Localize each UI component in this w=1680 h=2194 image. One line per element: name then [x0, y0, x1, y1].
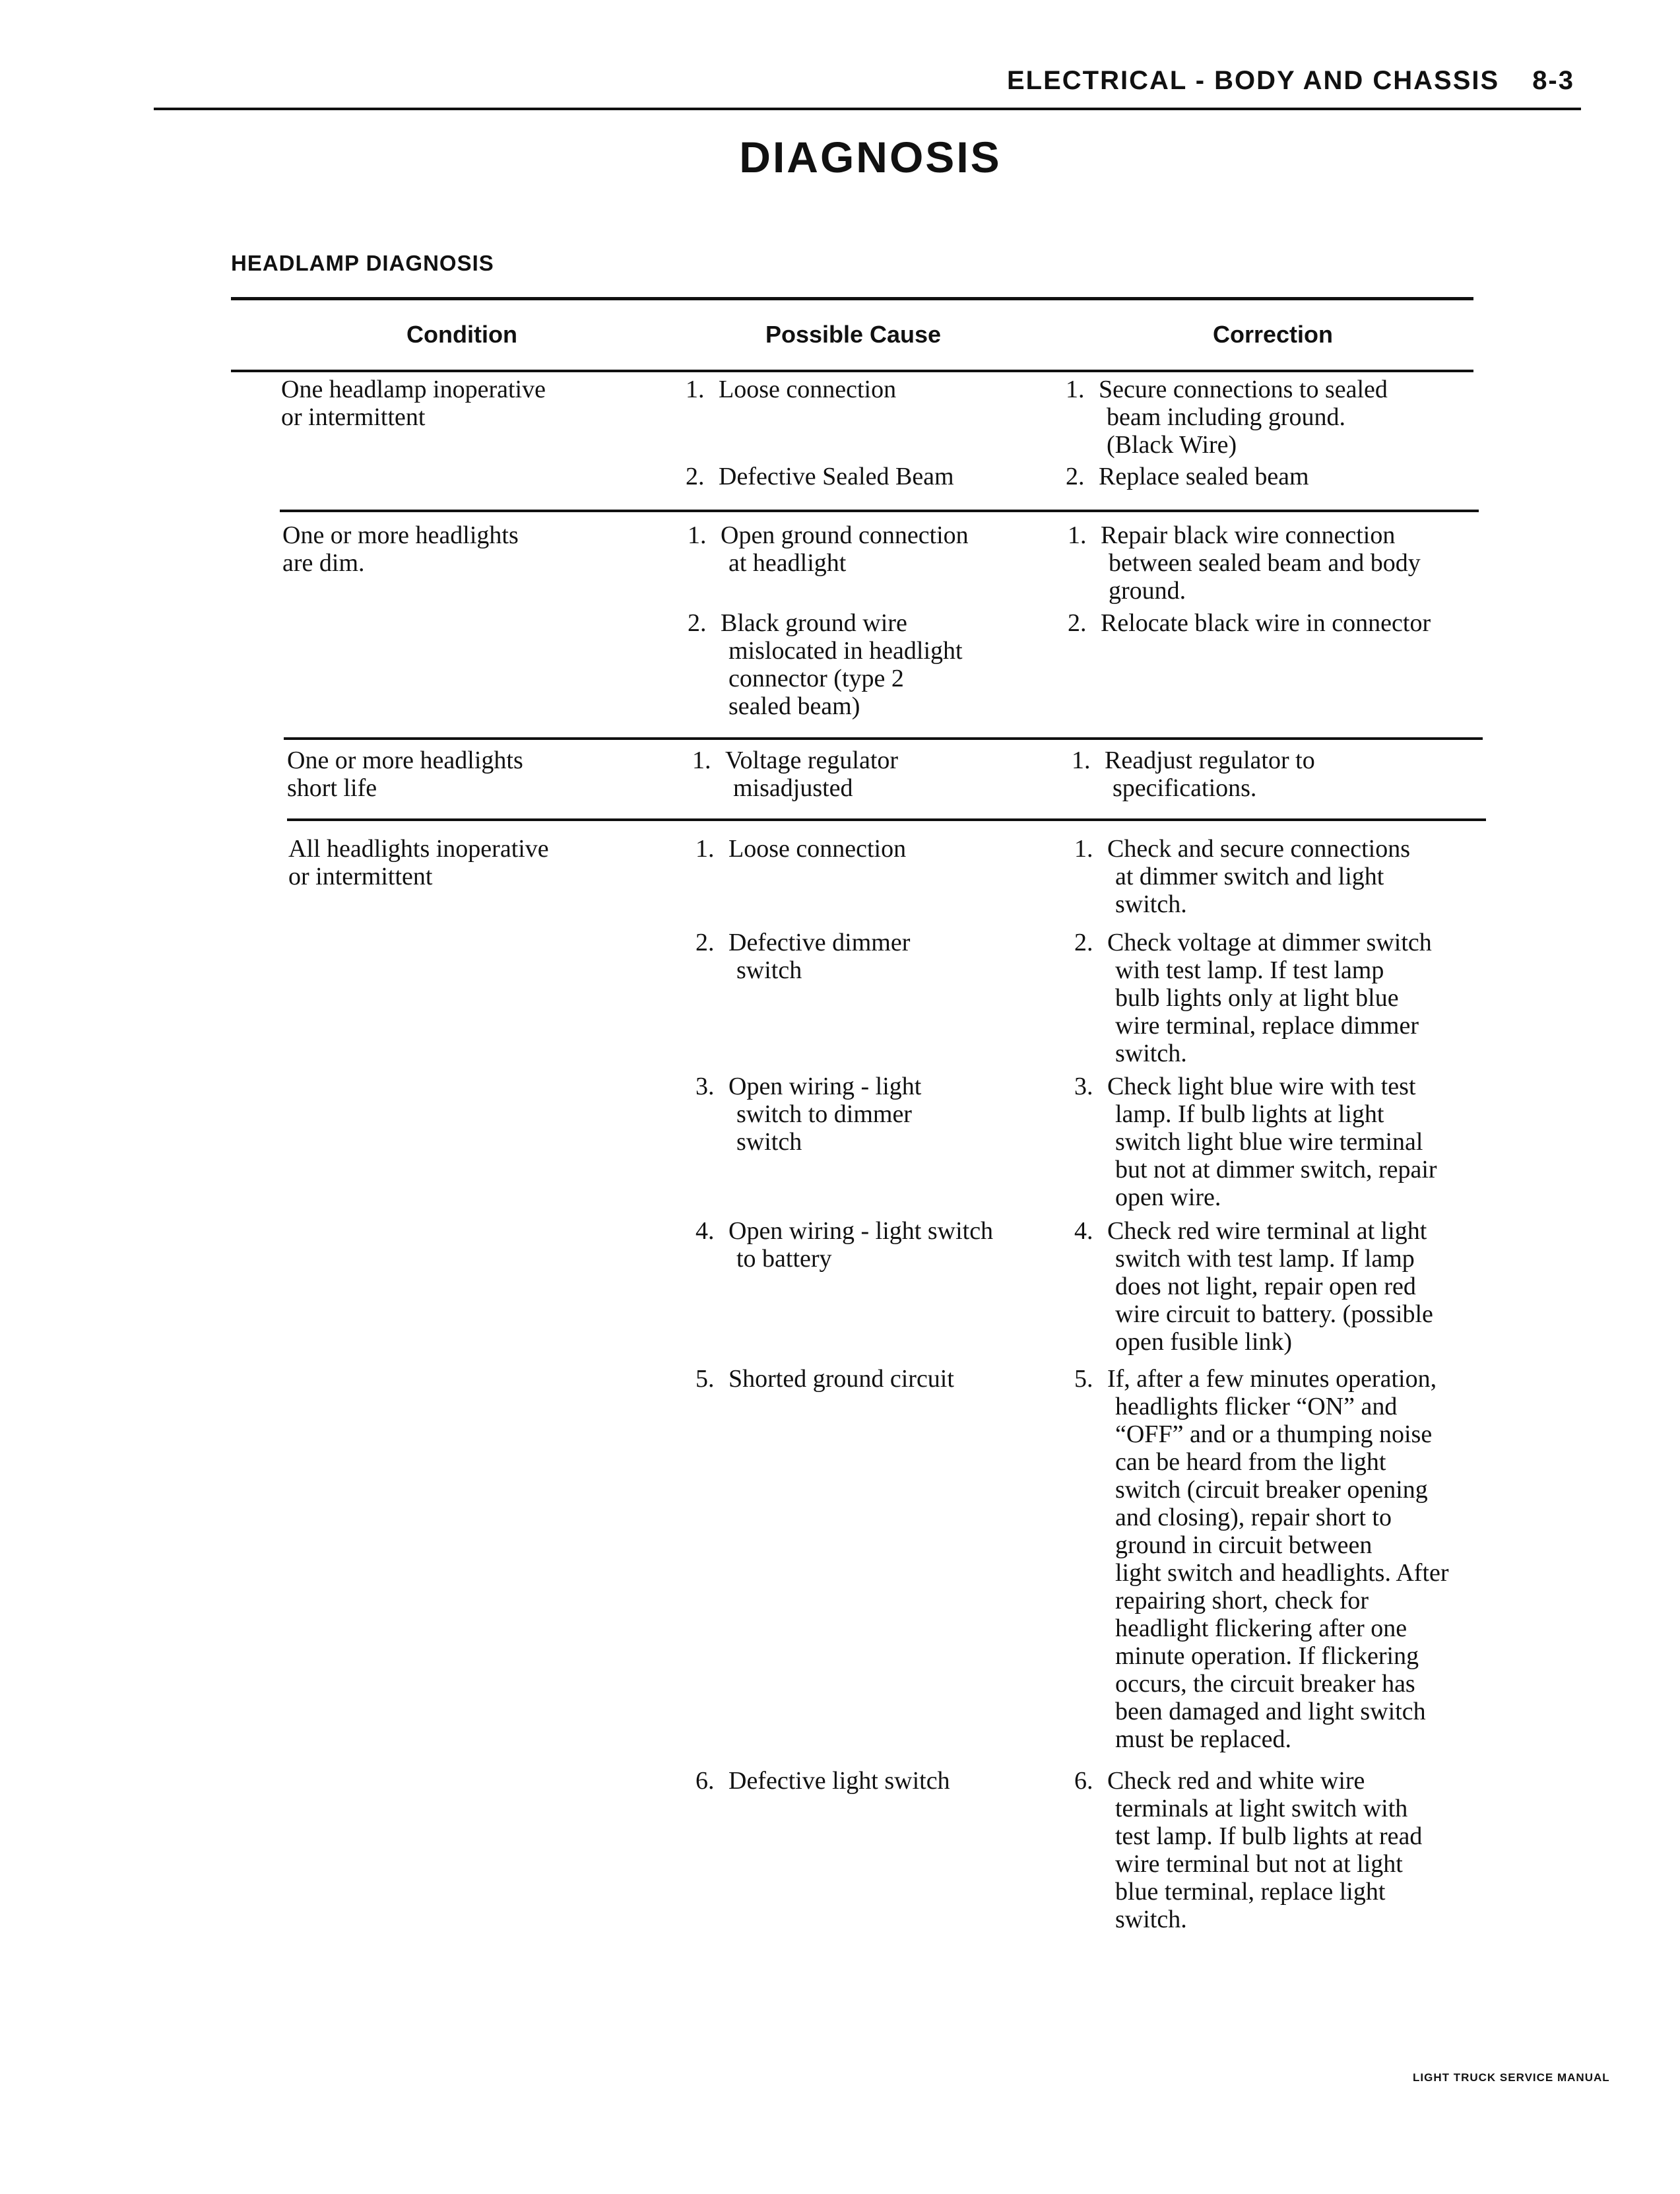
correction-line: can be heard from the light	[1115, 1448, 1386, 1476]
cause-item	[695, 1073, 921, 1156]
correction-line: Repair black wire connection	[1101, 521, 1396, 549]
correction-line: beam including ground.	[1107, 403, 1345, 431]
correction-line: test lamp. If bulb lights at read	[1115, 1822, 1423, 1850]
cause-item	[695, 1365, 954, 1393]
row-divider	[287, 818, 1486, 821]
cause-line: misadjusted	[733, 774, 853, 802]
correction-item	[1074, 835, 1410, 918]
correction-line: Replace sealed beam	[1099, 463, 1309, 490]
cause-line: switch	[736, 956, 802, 984]
condition-line: One or more headlights	[282, 521, 519, 549]
correction-line: minute operation. If flickering	[1115, 1642, 1419, 1670]
cause-number: 1.	[692, 747, 711, 774]
correction-line: switch.	[1115, 1906, 1187, 1933]
correction-line: wire circuit to battery. (possible	[1115, 1300, 1433, 1328]
cause-item	[686, 463, 954, 490]
section-title: HEADLAMP DIAGNOSIS	[231, 251, 494, 275]
cause-line: Open ground connection	[721, 521, 969, 549]
condition-line: One or more headlights	[287, 747, 523, 774]
correction-line: Check red wire terminal at light	[1107, 1217, 1427, 1245]
correction-item	[1074, 929, 1432, 1067]
correction-line: (Black Wire)	[1107, 431, 1237, 459]
correction-line: ground.	[1109, 577, 1186, 605]
cause-line: Defective dimmer	[728, 929, 911, 956]
header-section: ELECTRICAL - BODY AND CHASSIS	[1006, 66, 1500, 95]
condition-line: All headlights inoperative	[288, 835, 549, 863]
cause-number: 3.	[695, 1073, 715, 1100]
correction-line: headlights flicker “ON” and	[1115, 1393, 1398, 1420]
correction-line: switch (circuit breaker opening	[1115, 1476, 1428, 1504]
correction-line: repairing short, check for	[1115, 1587, 1369, 1614]
correction-line: Secure connections to sealed	[1099, 376, 1388, 403]
cause-line: Loose connection	[728, 835, 907, 863]
correction-number: 3.	[1074, 1073, 1093, 1100]
cause-item	[692, 747, 898, 802]
correction-item	[1074, 1365, 1449, 1753]
page-number: 8-3	[1532, 66, 1574, 95]
correction-line: lamp. If bulb lights at light	[1115, 1100, 1384, 1128]
page-title: DIAGNOSIS	[739, 133, 1002, 182]
footer-manual-title: LIGHT TRUCK SERVICE MANUAL	[1413, 2071, 1610, 2084]
row-divider	[284, 737, 1483, 740]
correction-line: switch with test lamp. If lamp	[1115, 1245, 1415, 1273]
header-rule	[154, 108, 1581, 110]
cause-item	[695, 1767, 950, 1795]
column-header-condition: Condition	[406, 321, 517, 348]
column-header-possible-cause: Possible Cause	[765, 321, 942, 348]
condition-line: or intermittent	[288, 863, 433, 890]
correction-item	[1068, 609, 1431, 637]
cause-number: 2.	[695, 929, 715, 956]
cause-line: Shorted ground circuit	[728, 1365, 954, 1393]
condition-cell	[281, 376, 546, 431]
condition-cell	[288, 835, 549, 890]
condition-line: are dim.	[282, 549, 365, 577]
correction-line: light switch and headlights. After	[1115, 1559, 1449, 1587]
correction-line: Check red and white wire	[1107, 1767, 1365, 1795]
cause-item	[695, 929, 910, 984]
condition-line: or intermittent	[281, 403, 426, 431]
correction-line: with test lamp. If test lamp	[1115, 956, 1384, 984]
correction-item	[1066, 463, 1309, 490]
correction-line: switch.	[1115, 890, 1187, 918]
cause-number: 4.	[695, 1217, 715, 1245]
correction-line: between sealed beam and body	[1109, 549, 1421, 577]
condition-text	[281, 376, 546, 431]
cause-item	[695, 835, 906, 863]
cause-line: to battery	[736, 1245, 832, 1273]
correction-line: Check and secure connections	[1107, 835, 1410, 863]
condition-cell	[287, 747, 523, 802]
correction-line: headlight flickering after one	[1115, 1614, 1407, 1642]
column-header-correction: Correction	[1212, 321, 1334, 348]
cause-line: Voltage regulator	[725, 747, 899, 774]
condition-cell	[282, 521, 519, 577]
cause-item	[688, 609, 963, 720]
cause-line: connector (type 2	[728, 665, 904, 692]
correction-line: must be replaced.	[1115, 1725, 1291, 1753]
condition-line: short life	[287, 774, 377, 802]
correction-line: Check voltage at dimmer switch	[1107, 929, 1432, 956]
running-header	[1007, 66, 1574, 96]
cause-line: switch to dimmer	[736, 1100, 912, 1128]
correction-line: Relocate black wire in connector	[1101, 609, 1431, 637]
correction-item	[1072, 747, 1315, 802]
correction-line: “OFF” and or a thumping noise	[1115, 1420, 1433, 1448]
correction-line: Check light blue wire with test	[1107, 1073, 1416, 1100]
cause-number: 2.	[688, 609, 707, 637]
cause-line: Defective light switch	[728, 1767, 950, 1795]
correction-line: terminals at light switch with	[1115, 1795, 1408, 1822]
condition-text	[288, 835, 549, 890]
correction-line: and closing), repair short to	[1115, 1504, 1392, 1531]
row-divider	[280, 510, 1479, 512]
correction-item	[1068, 521, 1421, 605]
correction-line: ground in circuit between	[1115, 1531, 1373, 1559]
table-header-rule	[231, 370, 1473, 372]
cause-line: Black ground wire	[721, 609, 907, 637]
correction-line: bulb lights only at light blue	[1115, 984, 1399, 1012]
correction-number: 2.	[1066, 463, 1085, 490]
correction-item	[1074, 1217, 1433, 1356]
correction-number: 1.	[1072, 747, 1091, 774]
correction-line: open wire.	[1115, 1183, 1221, 1211]
cause-number: 2.	[686, 463, 705, 490]
correction-number: 1.	[1066, 376, 1085, 403]
correction-number: 1.	[1068, 521, 1087, 549]
cause-line: mislocated in headlight	[728, 637, 963, 665]
correction-line: Readjust regulator to	[1105, 747, 1315, 774]
cause-line: Open wiring - light switch	[728, 1217, 994, 1245]
correction-item	[1074, 1073, 1437, 1211]
cause-line: Open wiring - light	[728, 1073, 922, 1100]
correction-number: 5.	[1074, 1365, 1093, 1393]
correction-line: switch light blue wire terminal	[1115, 1128, 1423, 1156]
cause-item	[686, 376, 896, 403]
correction-line: occurs, the circuit breaker has	[1115, 1670, 1415, 1698]
cause-item	[695, 1217, 993, 1273]
cause-line: switch	[736, 1128, 802, 1156]
cause-line: sealed beam)	[728, 692, 860, 720]
cause-number: 6.	[695, 1767, 715, 1795]
correction-line: If, after a few minutes operation,	[1107, 1365, 1437, 1393]
correction-number: 2.	[1068, 609, 1087, 637]
correction-line: open fusible link)	[1115, 1328, 1293, 1356]
cause-number: 1.	[688, 521, 707, 549]
condition-text	[287, 747, 523, 802]
condition-line: One headlamp inoperative	[281, 376, 546, 403]
correction-line: specifications.	[1113, 774, 1257, 802]
correction-number: 6.	[1074, 1767, 1093, 1795]
correction-item	[1074, 1767, 1422, 1933]
cause-line: at headlight	[728, 549, 847, 577]
correction-item	[1066, 376, 1388, 459]
correction-number: 2.	[1074, 929, 1093, 956]
correction-number: 1.	[1074, 835, 1093, 863]
table-top-rule	[231, 297, 1473, 300]
cause-line: Loose connection	[719, 376, 897, 403]
correction-line: at dimmer switch and light	[1115, 863, 1384, 890]
cause-number: 5.	[695, 1365, 715, 1393]
correction-line: wire terminal but not at light	[1115, 1850, 1403, 1878]
condition-text	[282, 521, 519, 577]
correction-line: wire terminal, replace dimmer	[1115, 1012, 1419, 1040]
correction-line: been damaged and light switch	[1115, 1698, 1426, 1725]
correction-line: but not at dimmer switch, repair	[1115, 1156, 1437, 1183]
cause-item	[688, 521, 969, 577]
cause-line: Defective Sealed Beam	[719, 463, 954, 490]
cause-number: 1.	[695, 835, 715, 863]
correction-number: 4.	[1074, 1217, 1093, 1245]
correction-line: does not light, repair open red	[1115, 1273, 1416, 1300]
correction-line: blue terminal, replace light	[1115, 1878, 1386, 1906]
correction-line: switch.	[1115, 1040, 1187, 1067]
cause-number: 1.	[686, 376, 705, 403]
